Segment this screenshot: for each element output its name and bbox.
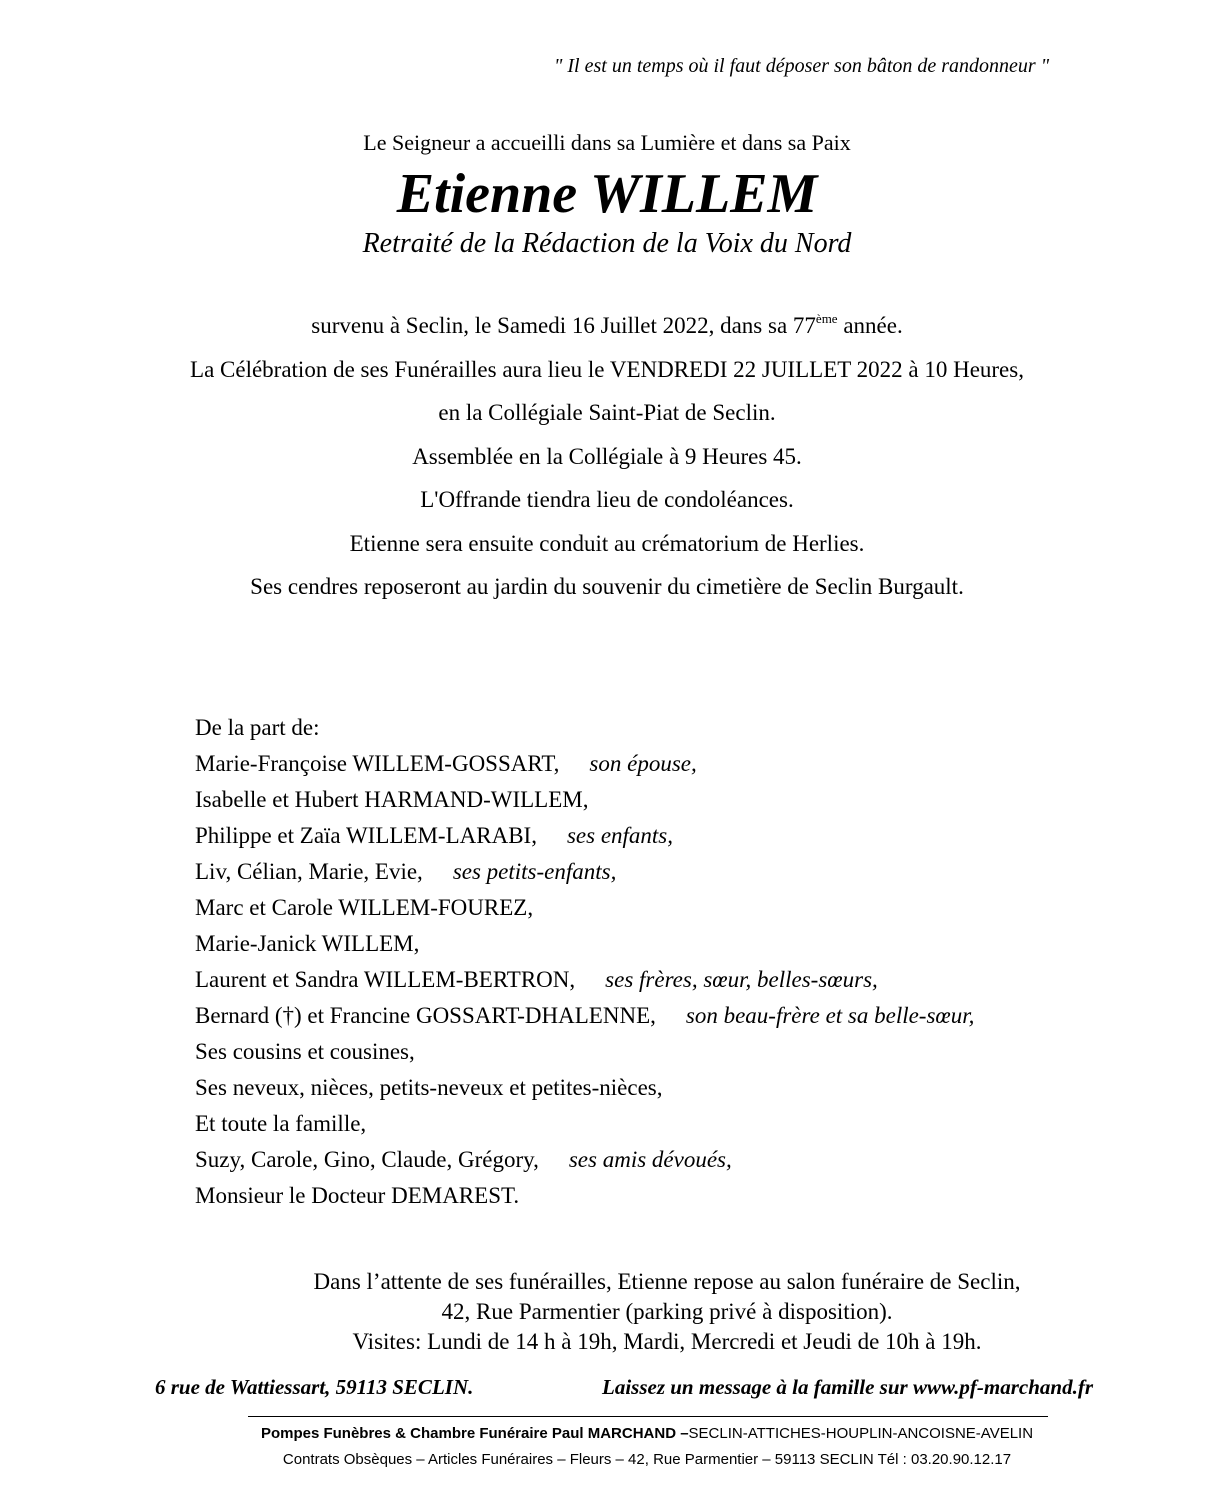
family-row [195, 746, 974, 782]
divider [248, 1416, 1048, 1417]
family-row [195, 962, 974, 998]
ceremony-line: Etienne sera ensuite conduit au crématorium de Herlies. [349, 531, 865, 556]
family-names: Ses neveux, nièces, petits-neveux et petites-nièces, [195, 1075, 663, 1100]
family-names: Marie-Françoise WILLEM-GOSSART, [195, 751, 560, 776]
family-row [195, 1142, 974, 1178]
family-row [195, 1106, 974, 1142]
family-row [195, 926, 974, 962]
family-list [195, 710, 974, 1214]
family-row [195, 1178, 974, 1214]
family-row [195, 1034, 974, 1070]
family-row [195, 1070, 974, 1106]
ceremony-line: La Célébration de ses Funérailles aura lieu le VENDREDI 22 JUILLET 2022 à 10 Heures, [190, 357, 1024, 382]
family-names: Ses cousins et cousines, [195, 1039, 415, 1064]
family-relation: ses amis dévoués, [568, 1147, 732, 1172]
visit-line: Dans l’attente de ses funérailles, Etienne repose au salon funéraire de Seclin, [313, 1269, 1021, 1294]
family-names: Liv, Célian, Marie, Evie, [195, 859, 423, 884]
epigraph-quote: " Il est un temps où il faut déposer son bâton de randonneur " [554, 55, 1050, 77]
family-names: Et toute la famille, [195, 1111, 367, 1136]
family-names: Marie-Janick WILLEM, [195, 931, 420, 956]
visit-line: 42, Rue Parmentier (parking privé à disposition). [441, 1299, 893, 1324]
family-names: Philippe et Zaïa WILLEM-LARABI, [195, 823, 537, 848]
funeral-home-line [40, 1425, 1214, 1442]
ceremony-line: Ses cendres reposeront au jardin du souvenir du cimetière de Seclin Burgault. [250, 574, 964, 599]
death-notice-end: année. [837, 313, 903, 338]
condolence-message-link[interactable]: Laissez un message à la famille sur www.pf-marchand.fr [602, 1375, 1094, 1399]
family-names: Isabelle et Hubert HARMAND-WILLEM, [195, 787, 589, 812]
ceremony-line: en la Collégiale Saint-Piat de Seclin. [438, 400, 776, 425]
family-row [195, 998, 974, 1034]
deceased-role: Retraité de la Rédaction de la Voix du Nord [362, 228, 852, 259]
funeral-home-address: 6 rue de Wattiessart, 59113 SECLIN. [155, 1375, 474, 1399]
visit-info [60, 1267, 1214, 1357]
family-heading: De la part de: [195, 715, 320, 740]
ceremony-line: L'Offrande tiendra lieu de condoléances. [420, 487, 794, 512]
family-names: Laurent et Sandra WILLEM-BERTRON, [195, 967, 576, 992]
funeral-home-services: Contrats Obsèques – Articles Funéraires – Fleurs – 42, Rue Parmentier – 59113 SECLIN Tél : 03.20.90.12.17 [282, 1451, 1012, 1468]
family-relation: son épouse, [589, 751, 697, 776]
family-relation: ses petits-enfants, [452, 859, 617, 884]
family-row [195, 890, 974, 926]
family-relation: ses frères, sœur, belles-sœurs, [605, 967, 878, 992]
death-notice-sup: ème [815, 311, 838, 326]
funeral-home-locations: SECLIN-ATTICHES-HOUPLIN-ANCOISNE-AVELIN [688, 1425, 1034, 1442]
family-relation: son beau-frère et sa belle-sœur, [685, 1003, 975, 1028]
intro-line: Le Seigneur a accueilli dans sa Lumière et dans sa Paix [363, 130, 851, 155]
family-names: Bernard (†) et Francine GOSSART-DHALENNE, [195, 1003, 656, 1028]
ceremony-line: Assemblée en la Collégiale à 9 Heures 45. [412, 444, 802, 469]
family-names: Suzy, Carole, Gino, Claude, Grégory, [195, 1147, 539, 1172]
funeral-home-name: Pompes Funèbres & Chambre Funéraire Paul MARCHAND – [260, 1425, 689, 1442]
death-notice [0, 313, 1214, 339]
family-names: Monsieur le Docteur DEMAREST. [195, 1183, 520, 1208]
death-notice-text: survenu à Seclin, le Samedi 16 Juillet 2022, dans sa 77 [311, 313, 816, 338]
deceased-name: Etienne WILLEM [396, 163, 818, 225]
visit-line: Visites: Lundi de 14 h à 19h, Mardi, Mercredi et Jeudi de 10h à 19h. [352, 1329, 982, 1354]
family-row [195, 818, 974, 854]
family-row [195, 854, 974, 890]
family-relation: ses enfants, [566, 823, 674, 848]
family-names: Marc et Carole WILLEM-FOUREZ, [195, 895, 534, 920]
family-row [195, 782, 974, 818]
